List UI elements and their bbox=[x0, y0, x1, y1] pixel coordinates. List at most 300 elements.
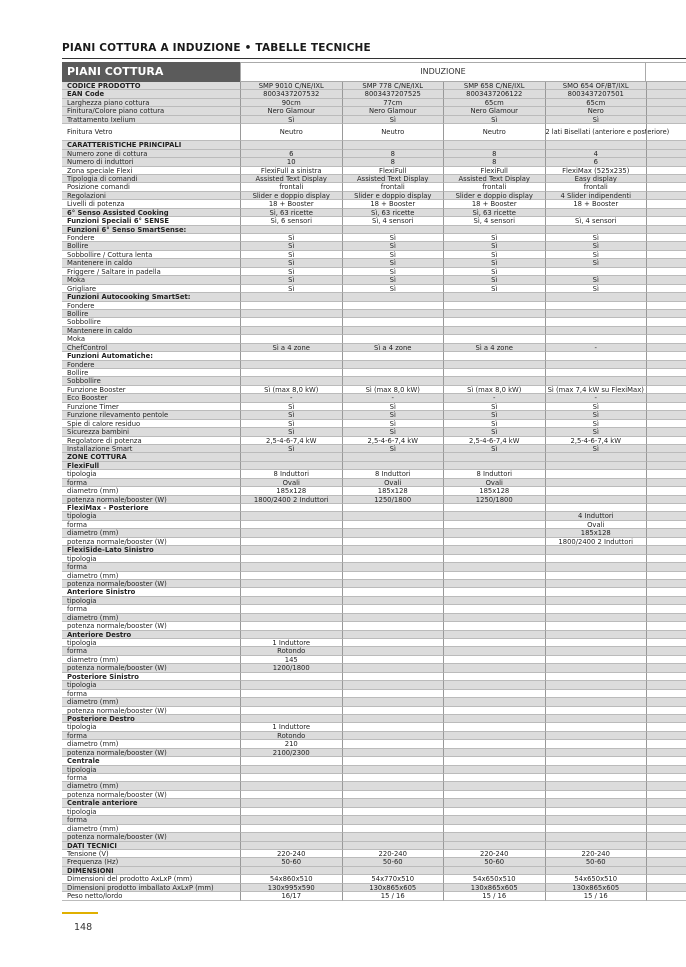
row-label: Numero zone di cottura bbox=[62, 150, 240, 158]
table-row bbox=[62, 259, 686, 267]
row-value bbox=[240, 588, 342, 596]
table-row bbox=[62, 470, 686, 478]
group-label: INDUZIONE bbox=[240, 62, 646, 82]
row-label: forma bbox=[62, 774, 240, 782]
row-value: Sì bbox=[240, 428, 342, 436]
row-value: 1250/1800 bbox=[443, 496, 545, 504]
row-value bbox=[443, 614, 545, 622]
table-row bbox=[62, 175, 686, 183]
row-value bbox=[443, 673, 545, 681]
row-value bbox=[240, 529, 342, 537]
section-label: PIANI COTTURA bbox=[62, 62, 240, 82]
table-row bbox=[62, 386, 686, 394]
row-spacer bbox=[646, 572, 686, 580]
table-row bbox=[62, 251, 686, 259]
table-row bbox=[62, 892, 686, 900]
row-value: Sì, 4 sensori bbox=[545, 217, 647, 225]
row-spacer bbox=[646, 563, 686, 571]
row-value bbox=[545, 361, 647, 369]
row-label: Trattamento Ixelium bbox=[62, 116, 240, 124]
table-row bbox=[62, 723, 686, 731]
table-row bbox=[62, 335, 686, 343]
row-value bbox=[342, 361, 444, 369]
row-value bbox=[443, 310, 545, 318]
row-value bbox=[342, 673, 444, 681]
row-value: Assisted Text Display bbox=[342, 175, 444, 183]
row-value: 185x128 bbox=[342, 487, 444, 495]
row-value: Sì bbox=[443, 285, 545, 293]
row-spacer bbox=[646, 268, 686, 276]
row-value bbox=[443, 816, 545, 824]
row-value bbox=[443, 361, 545, 369]
row-value: Nero bbox=[545, 107, 647, 115]
table-row bbox=[62, 462, 686, 470]
table-row bbox=[62, 681, 686, 689]
row-label: Anteriore Sinistro bbox=[62, 588, 240, 596]
table-row bbox=[62, 217, 686, 225]
row-value: Sì bbox=[342, 116, 444, 124]
row-value: Sì bbox=[240, 116, 342, 124]
row-label: Peso netto/lordo bbox=[62, 892, 240, 900]
row-value: FlexiMax (525x235) bbox=[545, 167, 647, 175]
table-row bbox=[62, 850, 686, 858]
row-spacer bbox=[646, 226, 686, 234]
table-row bbox=[62, 369, 686, 377]
row-label: forma bbox=[62, 563, 240, 571]
row-value bbox=[342, 377, 444, 385]
table-row bbox=[62, 605, 686, 613]
row-spacer bbox=[646, 479, 686, 487]
row-label: Mantenere in caldo bbox=[62, 259, 240, 267]
table-row bbox=[62, 437, 686, 445]
table-row bbox=[62, 833, 686, 841]
row-spacer bbox=[646, 555, 686, 563]
row-label: potenza normale/booster (W) bbox=[62, 707, 240, 715]
row-value bbox=[342, 791, 444, 799]
row-value: 8 bbox=[443, 158, 545, 166]
row-spacer bbox=[646, 369, 686, 377]
table-row bbox=[62, 673, 686, 681]
row-value: 54x770x510 bbox=[342, 875, 444, 883]
row-value: Sì bbox=[342, 259, 444, 267]
row-value: Sì bbox=[342, 234, 444, 242]
row-value: Sì bbox=[240, 242, 342, 250]
row-spacer bbox=[646, 766, 686, 774]
row-value bbox=[342, 588, 444, 596]
row-value bbox=[342, 698, 444, 706]
row-value bbox=[240, 774, 342, 782]
row-label: Fondere bbox=[62, 234, 240, 242]
row-value bbox=[240, 698, 342, 706]
row-spacer bbox=[646, 403, 686, 411]
row-value: 8 Induttori bbox=[240, 470, 342, 478]
row-value: Sì, 6 sensori bbox=[240, 217, 342, 225]
row-value bbox=[443, 504, 545, 512]
table-row bbox=[62, 150, 686, 158]
row-value: - bbox=[545, 344, 647, 352]
row-value: Sì a 4 zone bbox=[240, 344, 342, 352]
row-value bbox=[443, 555, 545, 563]
row-value: - bbox=[342, 394, 444, 402]
table-row bbox=[62, 867, 686, 875]
row-value bbox=[342, 647, 444, 655]
row-value: 8 Induttori bbox=[443, 470, 545, 478]
row-value: Sì bbox=[342, 285, 444, 293]
row-value bbox=[342, 512, 444, 520]
row-value bbox=[342, 141, 444, 149]
row-label: potenza normale/booster (W) bbox=[62, 580, 240, 588]
table-row bbox=[62, 183, 686, 191]
row-label: diametro (mm) bbox=[62, 782, 240, 790]
row-value: SMP 658 C/NE/IXL bbox=[443, 82, 545, 90]
row-value: Sì (max 8,0 kW) bbox=[240, 386, 342, 394]
row-value: Sì bbox=[545, 420, 647, 428]
row-spacer bbox=[646, 698, 686, 706]
row-value bbox=[545, 209, 647, 217]
row-value: SMP 9010 C/NE/IXL bbox=[240, 82, 342, 90]
row-value: 2 lati Bisellati (anteriore e posteriore) bbox=[545, 124, 647, 141]
row-value: Sì bbox=[342, 268, 444, 276]
row-spacer bbox=[646, 799, 686, 807]
spec-table bbox=[62, 82, 686, 901]
row-value: Sì bbox=[342, 276, 444, 284]
row-value bbox=[545, 664, 647, 672]
table-row bbox=[62, 698, 686, 706]
row-label: forma bbox=[62, 521, 240, 529]
table-row bbox=[62, 597, 686, 605]
table-row bbox=[62, 740, 686, 748]
row-label: Zona speciale Flexi bbox=[62, 167, 240, 175]
table-row bbox=[62, 285, 686, 293]
row-value bbox=[545, 546, 647, 554]
row-spacer bbox=[646, 875, 686, 883]
row-value bbox=[545, 673, 647, 681]
row-value: Ovali bbox=[545, 521, 647, 529]
row-value: 130x865x605 bbox=[443, 884, 545, 892]
row-value: Sì bbox=[443, 259, 545, 267]
row-value bbox=[443, 605, 545, 613]
row-spacer bbox=[646, 192, 686, 200]
row-value bbox=[342, 538, 444, 546]
row-value bbox=[545, 639, 647, 647]
row-label: Sobbollire bbox=[62, 318, 240, 326]
row-value: 4 bbox=[545, 150, 647, 158]
row-spacer bbox=[646, 310, 686, 318]
row-value bbox=[443, 327, 545, 335]
row-value bbox=[342, 715, 444, 723]
row-value bbox=[342, 352, 444, 360]
row-value: 65cm bbox=[545, 99, 647, 107]
row-value: Ovali bbox=[240, 479, 342, 487]
table-row bbox=[62, 842, 686, 850]
table-row bbox=[62, 192, 686, 200]
row-value: Sì bbox=[443, 251, 545, 259]
row-value bbox=[545, 698, 647, 706]
table-row bbox=[62, 690, 686, 698]
row-value bbox=[342, 631, 444, 639]
row-value: 54x860x510 bbox=[240, 875, 342, 883]
row-label: tipologia bbox=[62, 555, 240, 563]
row-value: Sì, 63 ricette bbox=[342, 209, 444, 217]
row-value bbox=[240, 681, 342, 689]
row-label: forma bbox=[62, 816, 240, 824]
row-label: Fondere bbox=[62, 302, 240, 310]
row-value bbox=[342, 605, 444, 613]
row-value bbox=[240, 462, 342, 470]
row-value bbox=[545, 782, 647, 790]
row-value bbox=[240, 335, 342, 343]
row-spacer bbox=[646, 546, 686, 554]
row-value bbox=[342, 580, 444, 588]
row-spacer bbox=[646, 259, 686, 267]
row-label: potenza normale/booster (W) bbox=[62, 664, 240, 672]
row-value bbox=[342, 226, 444, 234]
table-row bbox=[62, 791, 686, 799]
row-value: 90cm bbox=[240, 99, 342, 107]
row-value: 2,5-4-6-7,4 kW bbox=[240, 437, 342, 445]
row-value: Sì bbox=[545, 251, 647, 259]
row-value bbox=[443, 774, 545, 782]
table-row bbox=[62, 732, 686, 740]
row-value: 130x995x590 bbox=[240, 884, 342, 892]
row-spacer bbox=[646, 884, 686, 892]
table-row bbox=[62, 816, 686, 824]
row-value: 77cm bbox=[342, 99, 444, 107]
row-value: Sì bbox=[443, 276, 545, 284]
row-label: Dimensioni prodotto imballato AxLxP (mm) bbox=[62, 884, 240, 892]
row-value: 18 + Booster bbox=[545, 200, 647, 208]
table-row bbox=[62, 529, 686, 537]
row-spacer bbox=[646, 318, 686, 326]
row-value bbox=[443, 546, 545, 554]
row-value bbox=[342, 597, 444, 605]
row-value bbox=[545, 302, 647, 310]
row-value bbox=[240, 622, 342, 630]
row-label: Regolatore di potenza bbox=[62, 437, 240, 445]
row-value bbox=[545, 504, 647, 512]
row-value: 1800/2400 2 Induttori bbox=[240, 496, 342, 504]
row-value bbox=[545, 647, 647, 655]
row-value: Assisted Text Display bbox=[443, 175, 545, 183]
row-value: Sì a 4 zone bbox=[342, 344, 444, 352]
table-row bbox=[62, 487, 686, 495]
row-spacer bbox=[646, 285, 686, 293]
row-label: tipologia bbox=[62, 639, 240, 647]
row-value bbox=[240, 766, 342, 774]
row-spacer bbox=[646, 352, 686, 360]
table-row bbox=[62, 377, 686, 385]
row-value: 220-240 bbox=[545, 850, 647, 858]
row-label: tipologia bbox=[62, 723, 240, 731]
row-value bbox=[240, 310, 342, 318]
row-value bbox=[342, 766, 444, 774]
row-value bbox=[443, 639, 545, 647]
table-row bbox=[62, 293, 686, 301]
row-value bbox=[443, 690, 545, 698]
table-row bbox=[62, 782, 686, 790]
row-value bbox=[545, 141, 647, 149]
row-value: 185x128 bbox=[545, 529, 647, 537]
row-value bbox=[545, 470, 647, 478]
row-value: Neutro bbox=[342, 124, 444, 141]
row-value: Sì bbox=[545, 411, 647, 419]
row-value bbox=[443, 766, 545, 774]
row-value bbox=[240, 302, 342, 310]
row-value bbox=[443, 664, 545, 672]
row-value bbox=[443, 723, 545, 731]
table-row bbox=[62, 572, 686, 580]
row-spacer bbox=[646, 538, 686, 546]
row-spacer bbox=[646, 512, 686, 520]
row-value: 50-60 bbox=[545, 858, 647, 866]
row-spacer bbox=[646, 90, 686, 98]
row-spacer bbox=[646, 740, 686, 748]
row-spacer bbox=[646, 757, 686, 765]
row-spacer bbox=[646, 420, 686, 428]
table-row bbox=[62, 403, 686, 411]
row-value: Sì bbox=[443, 445, 545, 453]
row-label: potenza normale/booster (W) bbox=[62, 622, 240, 630]
row-value bbox=[545, 799, 647, 807]
row-spacer bbox=[646, 825, 686, 833]
row-value bbox=[545, 487, 647, 495]
row-label: FlexiMax - Posteriore bbox=[62, 504, 240, 512]
row-value: Assisted Text Display bbox=[240, 175, 342, 183]
row-value: Slider e doppio display bbox=[443, 192, 545, 200]
row-value: Sì bbox=[545, 276, 647, 284]
row-value bbox=[545, 377, 647, 385]
row-value: 1250/1800 bbox=[342, 496, 444, 504]
row-value: Sì bbox=[443, 420, 545, 428]
row-label: EAN Code bbox=[62, 90, 240, 98]
row-spacer bbox=[646, 242, 686, 250]
table-row bbox=[62, 116, 686, 124]
row-value bbox=[545, 335, 647, 343]
row-label: diametro (mm) bbox=[62, 698, 240, 706]
table-row bbox=[62, 124, 686, 141]
table-row bbox=[62, 107, 686, 115]
row-value bbox=[342, 825, 444, 833]
row-value: 15 / 16 bbox=[443, 892, 545, 900]
row-value bbox=[240, 293, 342, 301]
row-label: forma bbox=[62, 690, 240, 698]
row-value bbox=[342, 749, 444, 757]
row-label: Funzione Timer bbox=[62, 403, 240, 411]
table-row bbox=[62, 167, 686, 175]
row-label: Eco Booster bbox=[62, 394, 240, 402]
row-value: frontali bbox=[240, 183, 342, 191]
row-value bbox=[240, 318, 342, 326]
row-spacer bbox=[646, 867, 686, 875]
row-value bbox=[443, 512, 545, 520]
row-label: diametro (mm) bbox=[62, 825, 240, 833]
row-label: tipologia bbox=[62, 597, 240, 605]
row-value bbox=[545, 352, 647, 360]
row-value bbox=[545, 268, 647, 276]
row-value bbox=[342, 622, 444, 630]
row-value: FlexiFull bbox=[342, 167, 444, 175]
row-value bbox=[545, 766, 647, 774]
row-spacer bbox=[646, 302, 686, 310]
row-spacer bbox=[646, 445, 686, 453]
table-row bbox=[62, 496, 686, 504]
table-row bbox=[62, 622, 686, 630]
table-row bbox=[62, 715, 686, 723]
row-value bbox=[342, 707, 444, 715]
row-value: 2100/2300 bbox=[240, 749, 342, 757]
row-value: Sì bbox=[240, 411, 342, 419]
row-value bbox=[342, 833, 444, 841]
row-label: Friggere / Saltare in padella bbox=[62, 268, 240, 276]
table-row bbox=[62, 209, 686, 217]
row-spacer bbox=[646, 99, 686, 107]
row-value: Sì bbox=[443, 403, 545, 411]
row-value: FlexiFull a sinistra bbox=[240, 167, 342, 175]
row-spacer bbox=[646, 158, 686, 166]
row-value: Sì bbox=[443, 242, 545, 250]
row-spacer bbox=[646, 361, 686, 369]
row-value bbox=[240, 361, 342, 369]
row-value bbox=[342, 740, 444, 748]
row-label: Dimensioni del prodotto AxLxP (mm) bbox=[62, 875, 240, 883]
row-value bbox=[545, 816, 647, 824]
row-value bbox=[545, 588, 647, 596]
row-spacer bbox=[646, 664, 686, 672]
row-spacer bbox=[646, 124, 686, 141]
row-spacer bbox=[646, 521, 686, 529]
row-value bbox=[342, 453, 444, 461]
row-spacer bbox=[646, 209, 686, 217]
row-value bbox=[545, 318, 647, 326]
row-value: Neutro bbox=[240, 124, 342, 141]
row-value bbox=[443, 681, 545, 689]
row-value bbox=[342, 310, 444, 318]
row-spacer bbox=[646, 639, 686, 647]
row-value bbox=[545, 555, 647, 563]
row-value bbox=[443, 622, 545, 630]
row-value bbox=[545, 749, 647, 757]
row-value bbox=[240, 327, 342, 335]
row-value bbox=[240, 521, 342, 529]
row-label: Moka bbox=[62, 276, 240, 284]
row-spacer bbox=[646, 175, 686, 183]
row-label: Mantenere in caldo bbox=[62, 327, 240, 335]
row-value: Sì bbox=[240, 234, 342, 242]
row-spacer bbox=[646, 842, 686, 850]
row-value: 210 bbox=[240, 740, 342, 748]
row-value bbox=[443, 302, 545, 310]
row-spacer bbox=[646, 732, 686, 740]
row-value bbox=[443, 293, 545, 301]
row-value bbox=[240, 605, 342, 613]
row-value: Sì bbox=[240, 259, 342, 267]
row-value bbox=[342, 774, 444, 782]
row-value: 15 / 16 bbox=[342, 892, 444, 900]
row-value bbox=[443, 707, 545, 715]
row-value bbox=[240, 377, 342, 385]
table-row bbox=[62, 344, 686, 352]
row-value bbox=[545, 791, 647, 799]
row-value bbox=[545, 622, 647, 630]
row-value: Sì bbox=[545, 445, 647, 453]
row-value bbox=[443, 369, 545, 377]
row-value: Sì bbox=[545, 285, 647, 293]
row-value: 2,5-4-6-7,4 kW bbox=[443, 437, 545, 445]
row-label: 6° Senso Assisted Cooking bbox=[62, 209, 240, 217]
row-spacer bbox=[646, 681, 686, 689]
row-value bbox=[240, 673, 342, 681]
row-value: 18 + Booster bbox=[443, 200, 545, 208]
